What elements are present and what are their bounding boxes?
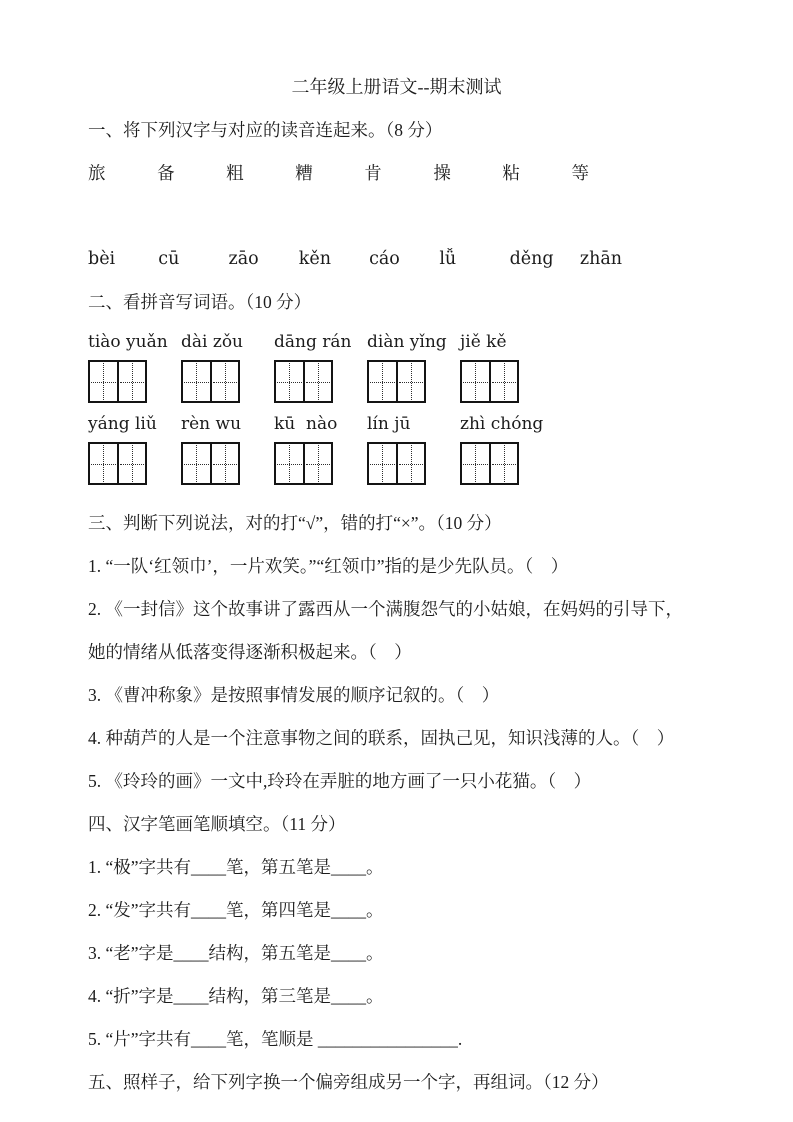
grid-cell [489,444,518,483]
section2-row1 [88,324,763,406]
true-false-item: 5. 《玲玲的画》一文中,玲玲在弄脏的地方画了一只小花猫。（ ） [88,771,592,791]
pinyin-item: cū [158,249,180,269]
spacer [88,488,763,502]
pinyin-label: tiào yuǎn [88,332,168,352]
grid-cell [276,362,303,401]
word-unit [460,324,553,406]
true-false-item: 3. 《曹冲称象》是按照事情发展的顺序记叙的。（ ） [88,685,500,705]
grid-cell [369,362,396,401]
hanzi-item: 肯 [364,163,382,183]
grid-cell [489,362,518,401]
writing-grid [274,442,333,485]
true-false-item: 1. “一队‘红领巾’，一片欢笑。”“红领巾”指的是少先队员。（ ） [88,556,569,576]
fill-blank-item: 2. “发”字共有____笔，第四笔是____。 [88,900,384,920]
section4-heading: 四、汉字笔画笔顺填空。（11 分） [88,814,346,834]
word-unit [88,406,181,488]
hanzi-item: 操 [433,163,451,183]
writing-grid [367,442,426,485]
pinyin-label: dāng rán [274,332,352,352]
word-unit [274,324,367,406]
fill-blank-item: 3. “老”字是____结构，第五笔是____。 [88,943,384,963]
true-false-item: 4. 种葫芦的人是一个注意事物之间的联系，固执己见，知识浅薄的人。（ ） [88,728,675,748]
writing-grid [181,442,240,485]
grid-cell [303,444,332,483]
grid-cell [462,444,489,483]
section3-heading: 三、判断下列说法，对的打“√”，错的打“×”。（10 分） [88,513,502,533]
grid-cell [90,362,117,401]
pinyin-label: jiě kě [460,332,507,352]
writing-grid [460,442,519,485]
word-unit [181,324,274,406]
pinyin-label: dài zǒu [181,332,243,352]
writing-grid [460,360,519,403]
pinyin-item: bèi [88,249,116,269]
pinyin-label: yáng liǔ [88,414,157,434]
grid-cell [117,444,146,483]
word-unit [181,406,274,488]
pinyin-label: rèn wu [181,414,242,434]
grid-cell [276,444,303,483]
fill-blank-item: 1. “极”字共有____笔，第五笔是____。 [88,857,384,877]
word-unit [367,324,460,406]
grid-cell [183,444,210,483]
hanzi-item: 旅 [88,163,106,183]
grid-cell [396,362,425,401]
pinyin-label: zhì chóng [460,414,544,434]
grid-cell [462,362,489,401]
grid-cell [183,362,210,401]
pinyin-item: zāo [228,249,259,269]
section2-heading: 二、看拼音写词语。（10 分） [88,292,312,312]
hanzi-item: 糟 [295,163,313,183]
hanzi-item: 备 [157,163,175,183]
writing-grid [88,360,147,403]
pinyin-label: kū nào [274,414,338,434]
grid-cell [396,444,425,483]
section1-pinyin-row [88,238,763,281]
fill-blank-item: 5. “片”字共有____笔，笔顺是 ________________. [88,1029,463,1049]
grid-cell [90,444,117,483]
writing-grid [367,360,426,403]
matching-lines-space [88,195,763,238]
writing-grid [181,360,240,403]
pinyin-item: lǚ [439,249,457,269]
section2-row2 [88,406,763,488]
word-unit [274,406,367,488]
word-unit [367,406,460,488]
pinyin-label: lín jū [367,414,411,434]
hanzi-item: 粗 [226,163,244,183]
pinyin-item: kěn [298,249,332,269]
grid-cell [369,444,396,483]
section1-heading: 一、将下列汉字与对应的读音连起来。（8 分） [88,120,443,140]
grid-cell [117,362,146,401]
true-false-item: 2. 《一封信》这个故事讲了露西从一个满腹怨气的小姑娘，在妈妈的引导下，她的情绪从低落变得逐渐积极起来。（ ） [88,599,683,662]
pinyin-item: zhān [579,249,623,269]
pinyin-item: děng [509,249,554,269]
word-unit [88,324,181,406]
hanzi-item: 粘 [502,163,520,183]
grid-cell [303,362,332,401]
fill-blank-item: 4. “折”字是____结构，第三笔是____。 [88,986,384,1006]
writing-grid [88,442,147,485]
hanzi-item: 等 [571,163,589,183]
page-title: 二年级上册语文--期末测试 [291,77,502,97]
word-unit [460,406,553,488]
grid-cell [210,362,239,401]
writing-grid [274,360,333,403]
section5-heading: 五、照样子，给下列字换一个偏旁组成另一个字，再组词。（12 分） [88,1072,609,1092]
grid-cell [210,444,239,483]
pinyin-item: cáo [369,249,400,269]
section1-characters-row [88,152,763,195]
pinyin-label: diàn yǐng [367,332,447,352]
